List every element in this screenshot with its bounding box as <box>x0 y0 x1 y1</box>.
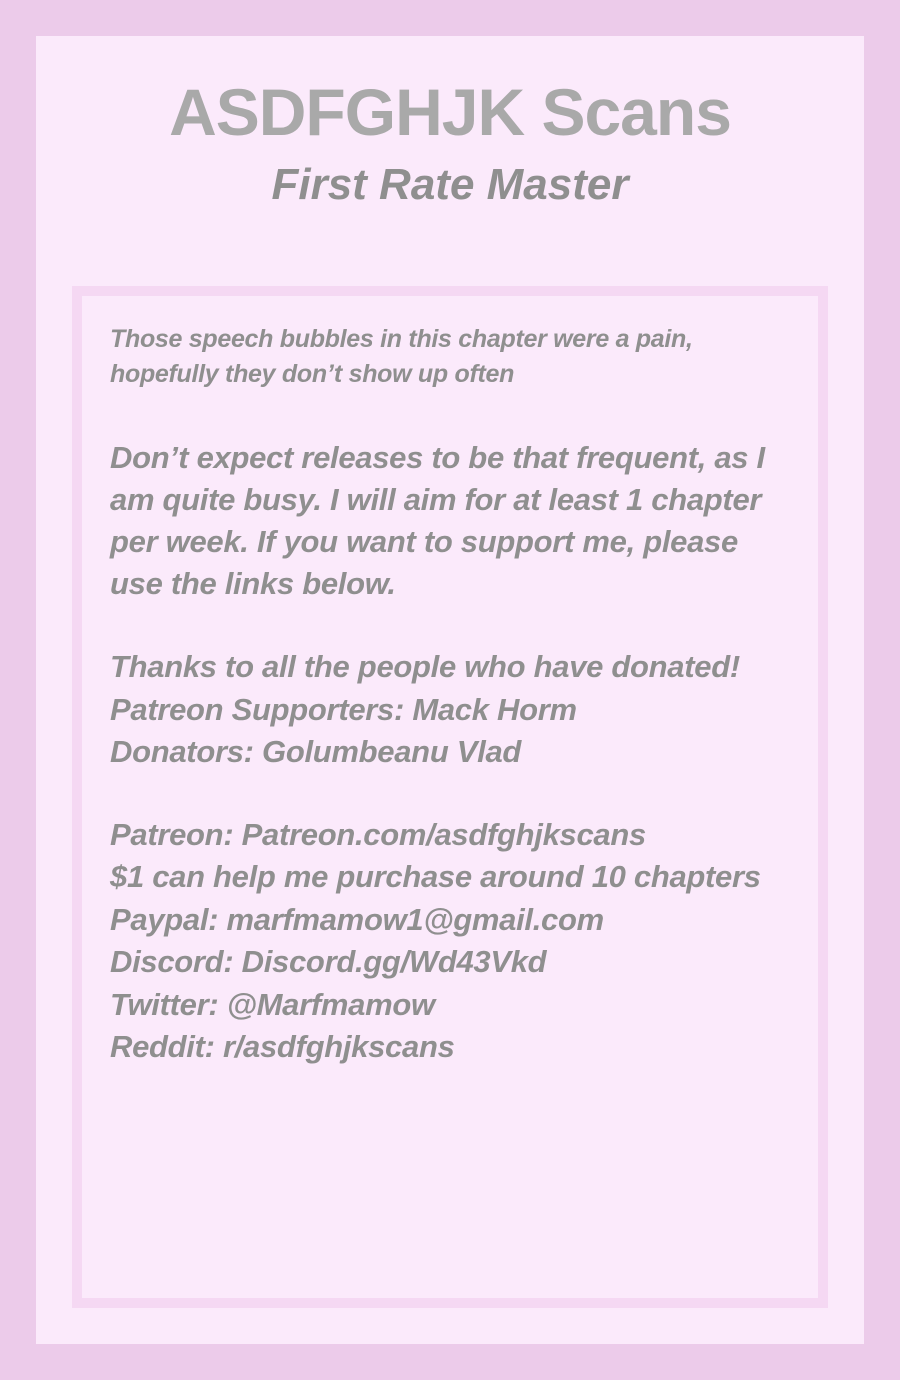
series-title: First Rate Master <box>271 160 629 210</box>
patreon-supporters: Patreon Supporters: Mack Horm <box>110 691 577 727</box>
reddit-link[interactable]: Reddit: r/asdfghjkscans <box>110 1029 455 1065</box>
release-note: Don’t expect releases to be that frequent, as I am quite busy. I will aim for at least 1 chapter per week. If you want to support me, please use the links below. <box>110 440 765 601</box>
patreon-detail: $1 can help me purchase around 10 chapters <box>110 859 761 895</box>
patreon-link[interactable]: Patreon: Patreon.com/asdfghjkscans <box>110 816 646 852</box>
page-header <box>36 36 864 210</box>
credits-page <box>36 36 864 1344</box>
translator-note: Those speech bubbles in this chapter were a pain, hopefully they don’t show up often <box>110 325 693 388</box>
note-frame <box>72 286 828 1308</box>
paypal-link[interactable]: Paypal: marfmamow1@gmail.com <box>110 901 604 937</box>
spacer <box>110 391 790 437</box>
spacer <box>110 774 790 814</box>
twitter-link[interactable]: Twitter: @Marfmamow <box>110 986 435 1022</box>
donators: Donators: Golumbeanu Vlad <box>110 734 522 770</box>
thanks-note: Thanks to all the people who have donated! <box>110 649 740 685</box>
page-title: ASDFGHJK Scans <box>169 75 731 149</box>
spacer <box>110 604 790 646</box>
note-body <box>82 296 818 1298</box>
discord-link[interactable]: Discord: Discord.gg/Wd43Vkd <box>110 944 547 980</box>
